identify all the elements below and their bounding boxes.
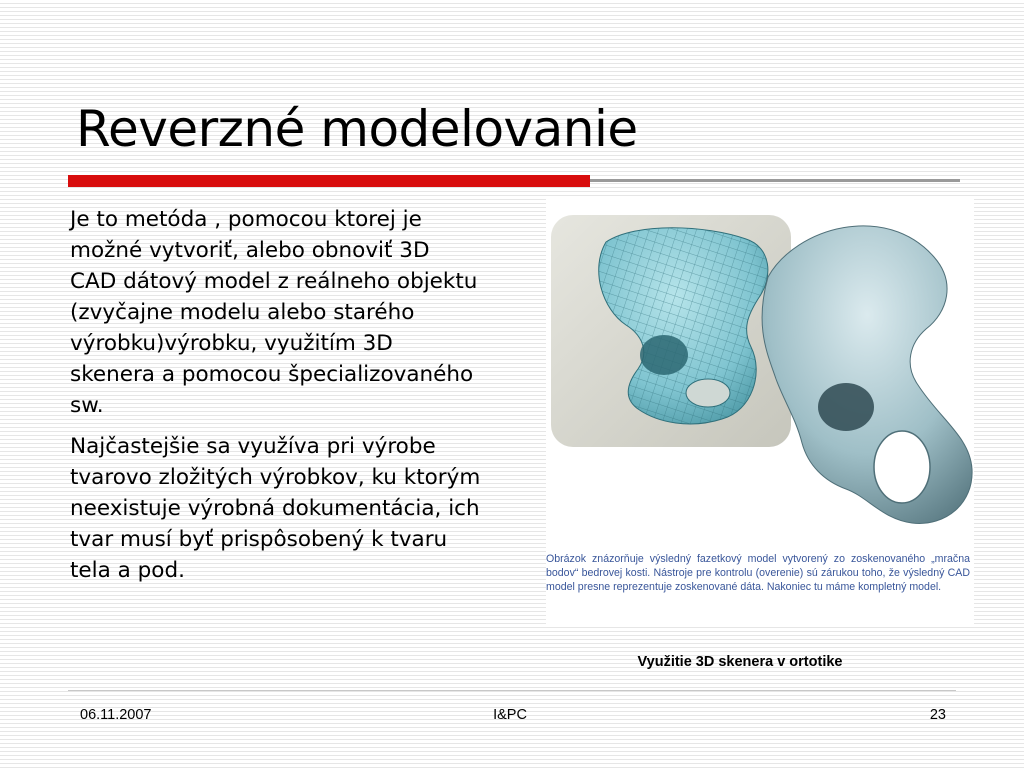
title-divider-line [590, 179, 960, 182]
footer-label: I&PC [493, 707, 527, 723]
paragraph-usage: Najčastejšie sa využíva pri výrobe tvarovo zložitých výrobkov, ku ktorým neexistuje výrobná dokumentácia, ich tvar musí byť prispôsobený k tvaru tela a pod. [70, 434, 481, 583]
pelvis-model-illustration [546, 197, 974, 547]
paragraph-definition: Je to metóda , pomocou ktorej je možné vytvoriť, alebo obnoviť 3D CAD dátový model z reálneho objektu (zvyčajne modelu alebo starého výrobku)výrobku, využitím 3D skenera a pomocou špecializovaného sw. [70, 207, 478, 418]
title-accent-bar [68, 175, 590, 187]
image-subtitle: Využitie 3D skenera v ortotike [637, 654, 843, 670]
footer-divider [68, 690, 956, 691]
solid-bone-model [762, 226, 972, 524]
page-number: 23 [929, 707, 946, 723]
bone-model-figure [546, 197, 974, 625]
figure-caption: Obrázok znázorňuje výsledný fazetkový model vytvorený zo zoskenovaného „mračna bodov“ bedrovej kosti. Nástroje pre kontrolu (overenie) sú zárukou toho, že výsledný CAD model presne reprezentuje zoskenované dáta. Nakoniec tu máme kompletný model. [546, 553, 970, 593]
footer-date: 06.11.2007 [80, 707, 152, 723]
body-text [70, 204, 482, 596]
slide-title: Reverzné modelovanie [76, 100, 638, 158]
